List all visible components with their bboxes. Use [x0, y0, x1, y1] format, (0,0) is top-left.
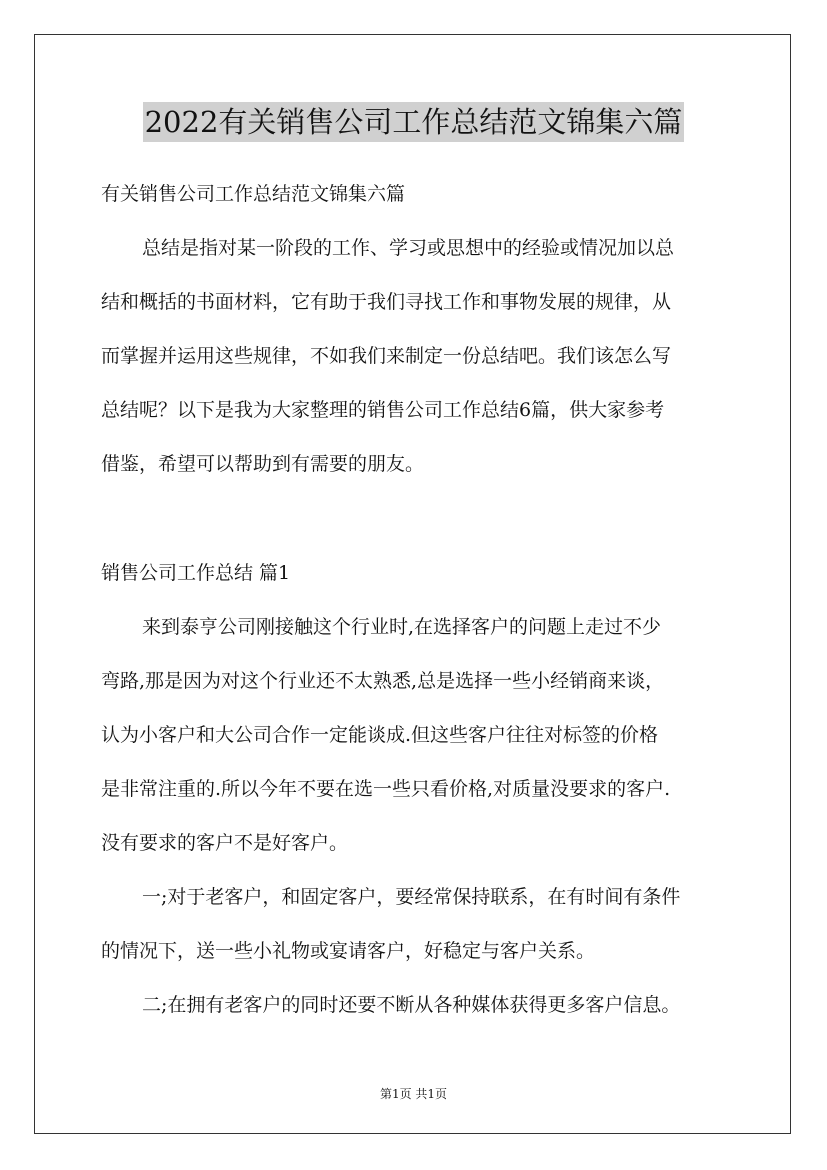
- body-line: 是非常注重的.所以今年不要在选一些只看价格,对质量没要求的客户.: [101, 778, 671, 800]
- body-line: 的情况下，送一些小礼物或宴请客户，好稳定与客户关系。: [101, 940, 596, 962]
- intro-line: 借鉴，希望可以帮助到有需要的朋友。: [101, 453, 425, 475]
- page-number: 第1页 共1页: [379, 1087, 448, 1101]
- body-line: 弯路,那是因为对这个行业还不太熟悉,总是选择一些小经销商来谈，: [101, 670, 665, 692]
- intro-line: 总结呢？以下是我为大家整理的销售公司工作总结6篇，供大家参考: [101, 399, 665, 421]
- intro-line: 而掌握并运用这些规律，不如我们来制定一份总结吧。我们该怎么写: [101, 345, 672, 367]
- document-title-block: [0, 102, 827, 142]
- body-line: 认为小客户和大公司合作一定能谈成.但这些客户往往对标签的价格: [101, 724, 659, 746]
- section-heading: 销售公司工作总结 篇1: [101, 562, 291, 584]
- body-line: 来到泰亨公司刚接触这个行业时,在选择客户的问题上走过不少: [142, 616, 662, 638]
- document-subtitle: 有关销售公司工作总结范文锦集六篇: [101, 183, 406, 205]
- body-line: 二;在拥有老客户的同时还要不断从各种媒体获得更多客户信息。: [142, 994, 681, 1016]
- intro-line: 结和概括的书面材料，它有助于我们寻找工作和事物发展的规律，从: [101, 291, 672, 313]
- body-line: 一;对于老客户，和固定客户，要经常保持联系，在有时间有条件: [142, 886, 681, 908]
- body-line: 没有要求的客户不是好客户。: [101, 832, 349, 854]
- document-title: 2022有关销售公司工作总结范文锦集六篇: [143, 102, 685, 142]
- intro-line: 总结是指对某一阶段的工作、学习或思想中的经验或情况加以总: [142, 237, 675, 259]
